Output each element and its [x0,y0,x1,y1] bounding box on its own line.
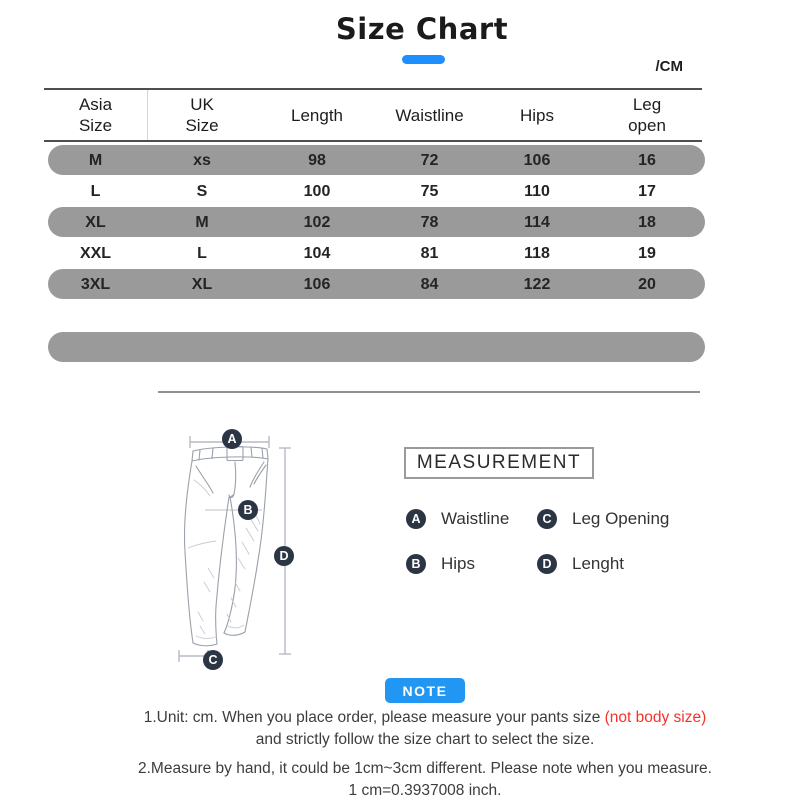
header-line: Asia [78,95,113,114]
legend-item-leg-opening [537,509,669,529]
legend-label: Hips [441,554,476,573]
note-1-line-2: and strictly follow the size chart to select the size. [255,731,595,748]
table-cell: 114 [524,213,550,231]
note-1-line-1 [50,707,800,729]
table-cell: 98 [308,151,326,169]
table-cell: 81 [420,244,439,262]
header-column-separator [147,90,148,140]
legend-marker-c-badge: C [537,509,557,529]
table-cell: 17 [638,182,656,200]
table-cell: 78 [420,213,439,231]
table-cell: L [90,182,101,200]
header-line: Length [291,105,343,125]
legend-marker-a-badge: A [406,509,426,529]
col-header-uk-size [147,90,257,140]
marker-b-badge: B [238,500,258,520]
note-1-highlight: (not body size) [604,709,707,726]
table-cell: XL [85,213,106,231]
empty-row-stripe [48,332,705,362]
legend-item-lenght [537,554,669,574]
table-cell: M [88,151,103,169]
header-line: Size [78,116,113,135]
table-row [44,207,702,238]
size-table [44,88,702,300]
table-cell: 16 [638,151,656,169]
marker-c-badge: C [203,650,223,670]
table-cell: XL [191,275,213,293]
table-cell: 104 [303,244,331,262]
notes-text-block [50,707,800,800]
legend-marker-b-badge: B [406,554,426,574]
legend-marker-d-badge: D [537,554,557,574]
table-row [44,238,702,269]
legend-label: Waistline [441,509,510,528]
col-header-leg-open [592,90,702,140]
table-cell: 18 [638,213,656,231]
header-line: Size [185,116,219,135]
col-header-asia-size [44,90,147,140]
note-1-text: 1.Unit: cm. When you place order, please measure your pants size [143,709,605,726]
header-line: UK [190,95,214,114]
table-header-row [44,88,702,142]
legend-label: Leg Opening [572,509,670,528]
table-cell: 100 [303,182,331,200]
pants-outline [184,442,268,646]
legend-item-hips [406,554,537,574]
header-line: Leg [632,95,662,114]
note-badge [385,678,465,703]
table-cell: S [196,182,208,200]
table-cell: L [197,244,207,262]
col-header-waistline [377,90,482,140]
table-cell: 3XL [80,275,111,293]
table-cell: XXL [79,244,112,262]
measurement-box [404,447,594,479]
table-cell: M [195,213,209,231]
conversion-line: 1 cm=0.3937008 inch. [348,782,502,799]
table-cell: 122 [523,275,551,293]
measurement-box-label: MEASUREMENT [416,452,582,473]
table-cell: xs [193,151,211,169]
table-row [44,269,702,300]
note-2-line: 2.Measure by hand, it could be 1cm~3cm different. Please note when you measure. [138,760,712,777]
unit-label: /CM [655,58,683,75]
section-divider [158,391,700,393]
table-cell: 110 [524,182,550,200]
legend-label: Lenght [572,554,624,573]
table-cell: 106 [303,275,331,293]
table-cell: 84 [420,275,439,293]
note-badge-label: NOTE [402,682,448,699]
table-row [44,176,702,207]
table-cell: 118 [524,244,550,262]
table-cell: 102 [303,213,331,231]
table-cell: 19 [638,244,656,262]
pants-measurement-diagram [150,420,400,682]
table-cell: 75 [420,182,439,200]
col-header-length [257,90,377,140]
table-cell: 20 [638,275,656,293]
col-header-hips [482,90,592,140]
table-row [44,145,702,176]
header-line: open [628,116,666,135]
header-line: Waistline [395,105,464,125]
page-title: Size Chart [335,12,509,46]
table-cell: 106 [523,151,551,169]
table-cell: 72 [420,151,439,169]
title-underline [402,55,445,64]
measurement-legend [406,509,669,574]
header-line: Hips [519,105,554,125]
marker-a-badge: A [222,429,242,449]
marker-d-badge: D [274,546,294,566]
legend-item-waistline [406,509,537,529]
table-body [44,145,702,300]
